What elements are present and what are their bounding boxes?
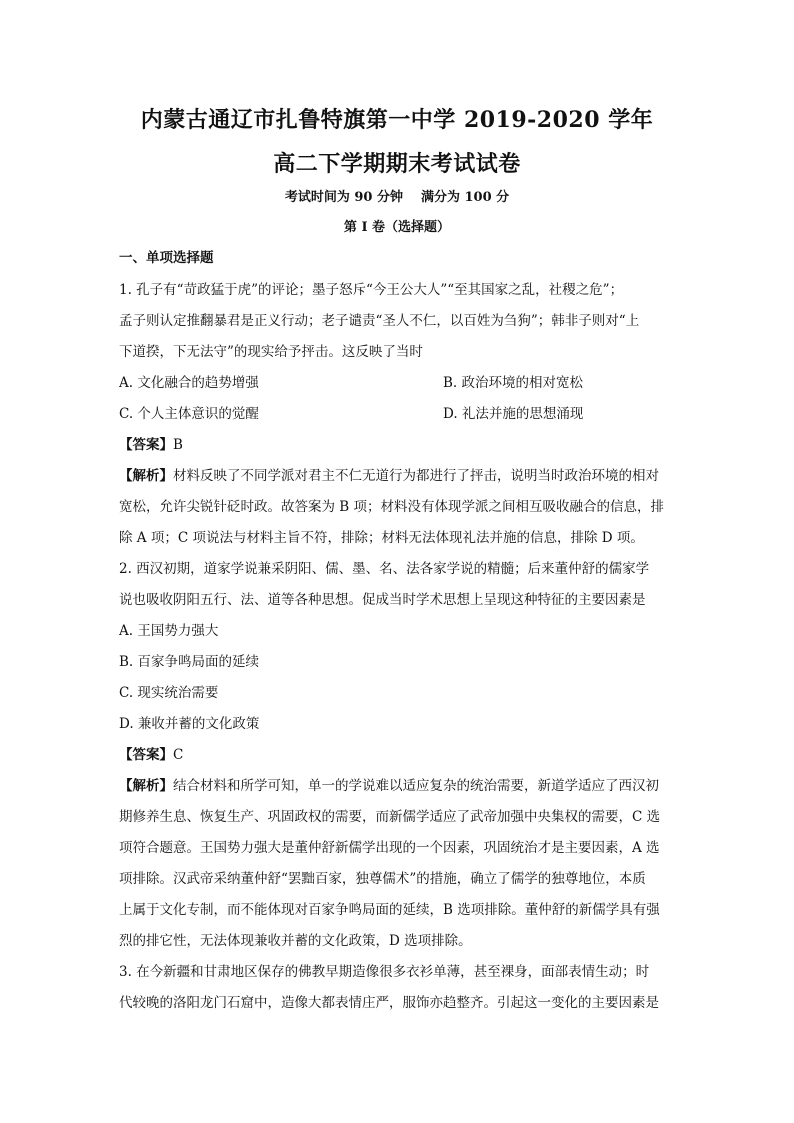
analysis-tag: 【解析】 [119,778,173,794]
q2-analysis-line: 期修养生息、恢复生产、巩固政权的需要，而新儒学适应了武帝加强中央集权的需要，C 选 [119,809,661,825]
answer-value: C [173,747,184,763]
q2-option-b: B. 百家争鸣局面的延续 [119,654,260,670]
q2-analysis-line [119,776,679,796]
full-score: 满分为 100 分 [420,190,510,205]
q2-option-c: C. 现实统治需要 [119,685,219,701]
q2-analysis-line: 上属于文化专制，而不能体现对百家争鸣局面的延续，B 选项排除。董仲舒的新儒学具有强 [119,902,660,918]
q1-analysis-line: 除 A 项；C 项说法与材料主旨不符，排除；材料无法体现礼法并施的信息，排除 D 项。 [119,530,644,546]
q2-analysis-line: 项符合题意。王国势力强大是董仲舒新儒学出现的一个因素，巩固统治才是主要因素，A 选 [119,840,660,856]
q1-analysis-line [119,466,679,486]
q1-option-d: D. 礼法并施的思想涌现 [443,406,584,422]
q3-stem-line: 3. 在今新疆和甘肃地区保存的佛教早期造像很多衣衫单薄，甚至裸身，面部表情生动；时 [119,964,650,980]
exam-time: 考试时间为 90 分钟 [284,190,403,205]
q2-option-d: D. 兼收并蓄的文化政策 [119,716,260,732]
q1-answer [119,435,679,455]
exam-title-line2: 高二下学期期末考试试卷 [273,151,521,177]
q3-stem-line: 代较晚的洛阳龙门石窟中，造像大都表情庄严，服饰亦趋整齐。引起这一变化的主要因素是 [119,995,659,1011]
answer-tag: 【答案】 [119,437,173,453]
q2-stem-line: 说也吸收阴阳五行、法、道等各种思想。促成当时学术思想上呈现这种特征的主要因素是 [119,592,646,608]
q1-option-b: B. 政治环境的相对宽松 [443,375,584,391]
analysis-text: 材料反映了不同学派对君主不仁无道行为都进行了抨击，说明当时政治环境的相对 [173,468,659,484]
q1-stem-line: 孟子则认定推翻暴君是正义行动；老子谴责“圣人不仁，以百姓为刍狗”；韩非子则对“上 [119,313,640,329]
answer-value: B [173,437,183,453]
q2-answer [119,745,679,765]
analysis-text: 结合材料和所学可知，单一的学说难以适应复杂的统治需要，新道学适应了西汉初 [173,778,659,794]
q2-stem-line: 2. 西汉初期，道家学说兼采阴阳、儒、墨、名、法各家学说的精髓；后来董仲舒的儒家学 [119,561,650,577]
q1-analysis-line: 宽松，允许尖锐针砭时政。故答案为 B 项；材料没有体现学派之间相互吸收融合的信息，排 [119,499,665,515]
q1-stem-line: 1. 孔子有“苛政猛于虎”的评论；墨子怒斥“今王公大人”“至其国家之乱，社稷之危”； [119,282,624,298]
q1-option-a: A. 文化融合的趋势增强 [119,375,259,391]
analysis-tag: 【解析】 [119,468,173,484]
section-heading: 一、单项选择题 [119,250,214,266]
q2-option-a: A. 王国势力强大 [119,623,219,639]
q1-option-c: C. 个人主体意识的觉醒 [119,406,259,422]
q1-stem-line: 下道揆，下无法守”的现实给予抨击。这反映了当时 [119,344,423,360]
exam-info [0,186,794,205]
answer-tag: 【答案】 [119,747,173,763]
q2-analysis-line: 烈的排它性，无法体现兼收并蓄的文化政策，D 选项排除。 [119,933,472,949]
q2-analysis-line: 项排除。汉武帝采纳董仲舒“罢黜百家，独尊儒术”的措施，确立了儒学的独尊地位，本质 [119,871,646,887]
volume-label: 第 I 卷（选择题） [343,220,451,235]
exam-title-line1: 内蒙古通辽市扎鲁特旗第一中学 2019-2020 学年 [140,107,654,133]
